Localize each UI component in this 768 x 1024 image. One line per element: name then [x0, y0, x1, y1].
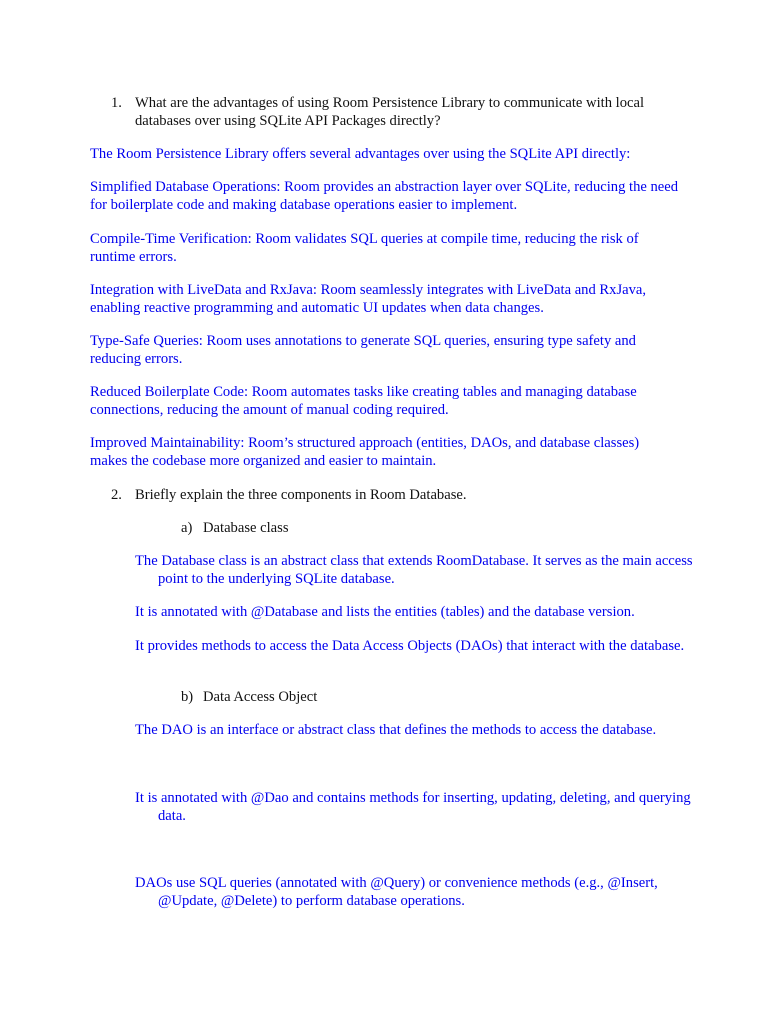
- answer-point: Simplified Database Operations: Room provides an abstraction layer over SQLite, reducing the need for boilerplate code and making database operations easier to implement.: [90, 179, 679, 213]
- answer-point: Improved Maintainability: Room’s structured approach (entities, DAOs, and database classes) makes the codebase more organized and easier to maintain.: [90, 435, 640, 469]
- answer-point: Reduced Boilerplate Code: Room automates tasks like creating tables and managing database connections, reducing the amount of manual coding required.: [90, 384, 637, 418]
- component-heading-database-class: [181, 519, 581, 537]
- answer-point: Type-Safe Queries: Room uses annotations to generate SQL queries, ensuring type safety and reducing errors.: [90, 333, 636, 367]
- question-number: 1.: [111, 95, 122, 111]
- component-letter: b): [181, 689, 194, 705]
- component-point: It is annotated with @Database and lists the entities (tables) and the database version.: [135, 604, 635, 620]
- component-point: The Database class is an abstract class that extends RoomDatabase. It serves as the main access point to the underlying SQLite database.: [135, 553, 693, 587]
- component-point: It provides methods to access the Data Access Objects (DAOs) that interact with the database.: [135, 638, 685, 654]
- component-point: It is annotated with @Dao and contains methods for inserting, updating, deleting, and querying data.: [135, 790, 691, 824]
- component-point: The DAO is an interface or abstract class that defines the methods to access the database.: [135, 722, 657, 738]
- component-letter: a): [181, 520, 193, 536]
- answer-point: Compile-Time Verification: Room validates SQL queries at compile time, reducing the risk of runtime errors.: [90, 231, 639, 265]
- question-text: What are the advantages of using Room Persistence Library to communicate with local databases over using SQLite API Packages directly?: [135, 95, 644, 129]
- component-title: Database class: [203, 520, 289, 536]
- component-heading-data-access-object: [181, 688, 581, 706]
- question-1: [111, 94, 691, 130]
- question-2: [111, 486, 691, 504]
- question-number: 2.: [111, 487, 122, 503]
- answer-intro: The Room Persistence Library offers several advantages over using the SQLite API directly:: [90, 146, 631, 162]
- answer-point: Integration with LiveData and RxJava: Room seamlessly integrates with LiveData and RxJava, enabling reactive programming and automatic UI updates when data changes.: [90, 282, 647, 316]
- component-title: Data Access Object: [203, 689, 318, 705]
- component-point: DAOs use SQL queries (annotated with @Query) or convenience methods (e.g., @Insert, @Update, @Delete) to perform database operations.: [135, 875, 658, 909]
- question-text: Briefly explain the three components in Room Database.: [135, 487, 467, 503]
